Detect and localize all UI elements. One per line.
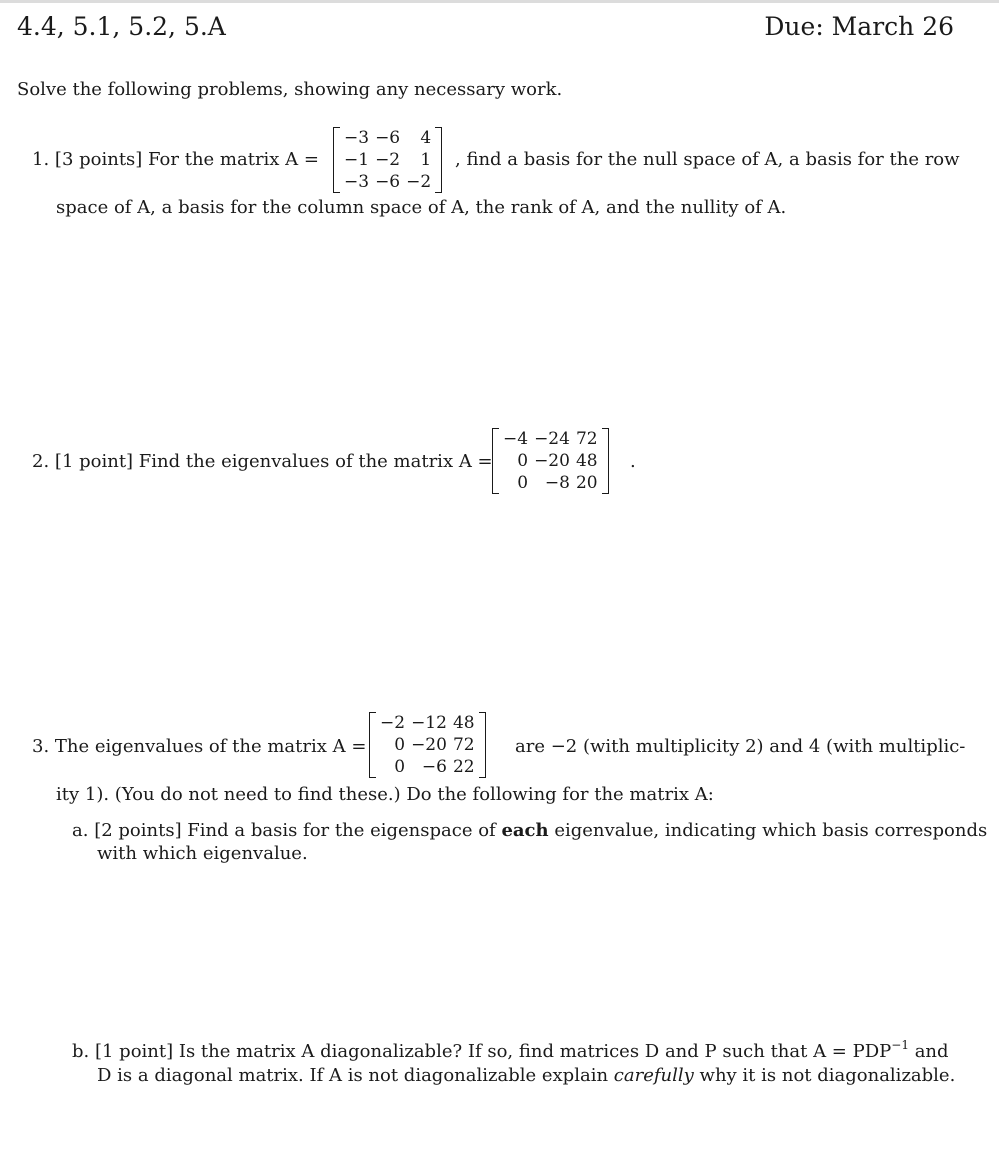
part-b-line-2 [97, 1065, 955, 1086]
problem-3-header [32, 736, 366, 757]
problem-2-suffix: . [630, 451, 636, 472]
matrix-cell: −20 [534, 451, 570, 471]
matrix-cell: −12 [411, 713, 447, 733]
part-b-superscript: −1 [891, 1038, 909, 1052]
section-list: 4.4, 5.1, 5.2, 5.A [17, 12, 226, 41]
matrix-cell: 20 [575, 473, 598, 493]
part-b-text-before: [1 point] Is the matrix A diagonalizable? If so, find matrices D and P such that A = PDP [94, 1041, 892, 1062]
matrix-cell: −2 [406, 172, 432, 192]
matrix-cell: 72 [452, 735, 475, 755]
matrix-problem-3 [369, 712, 486, 778]
part-b-line-1 [72, 1038, 949, 1062]
part-b-text-after: and [914, 1041, 949, 1062]
matrix-cell: −6 [375, 128, 401, 148]
matrix-cell: 0 [517, 473, 529, 493]
problem-number: 2. [32, 451, 50, 472]
part-a-text-before: [2 points] Find a basis for the eigenspace of [94, 820, 496, 841]
part-a-label: a. [72, 820, 89, 841]
problem-1-suffix: , find a basis for the null space of A, a basis for the row [455, 149, 960, 170]
matrix-cell: −2 [380, 713, 406, 733]
matrix-cell: −8 [544, 473, 570, 493]
matrix-cell: 4 [420, 128, 432, 148]
part-a-text-after: eigenvalue, indicating which basis corresponds [554, 820, 988, 841]
part-b-line-2-after: why it is not diagonalizable. [699, 1065, 956, 1086]
part-a-line-1 [72, 820, 987, 841]
matrix-cell: −3 [344, 128, 370, 148]
matrix-cell: 1 [420, 150, 432, 170]
matrix-cell: 48 [575, 451, 598, 471]
matrix-cell: 0 [394, 735, 406, 755]
matrix-cell: −6 [421, 757, 447, 777]
matrix-cell: −4 [503, 429, 529, 449]
matrix-cell: −2 [375, 150, 401, 170]
due-date: Due: March 26 [764, 12, 954, 41]
part-a-bold: each [501, 820, 549, 841]
instructions: Solve the following problems, showing any necessary work. [17, 79, 563, 100]
matrix-problem-2 [492, 428, 609, 494]
matrix-cell: 48 [452, 713, 475, 733]
matrix-cell: 0 [517, 451, 529, 471]
matrix-cell: −1 [344, 150, 370, 170]
matrix-cell: 0 [394, 757, 406, 777]
matrix-problem-1 [333, 127, 442, 193]
problem-1-header [32, 149, 319, 170]
problem-1-line-2: space of A, a basis for the column space of A, the rank of A, and the nullity of A. [56, 197, 787, 218]
part-a-line-2: with which eigenvalue. [97, 843, 308, 864]
part-b-line-2-before: D is a diagonal matrix. If A is not diagonalizable explain [97, 1065, 609, 1086]
matrix-cell: 22 [452, 757, 475, 777]
matrix-cell: 72 [575, 429, 598, 449]
matrix-cell: −3 [344, 172, 370, 192]
problem-number: 3. [32, 736, 50, 757]
problem-3-line-2: ity 1). (You do not need to find these.) Do the following for the matrix A: [56, 784, 714, 805]
matrix-cell: −6 [375, 172, 401, 192]
problem-3-suffix: are −2 (with multiplicity 2) and 4 (with multiplic- [515, 736, 966, 757]
part-b-label: b. [72, 1041, 90, 1062]
matrix-cell: −20 [411, 735, 447, 755]
top-border [0, 0, 999, 3]
problem-2-prefix: [1 point] Find the eigenvalues of the matrix A = [54, 451, 493, 472]
problem-number: 1. [32, 149, 50, 170]
part-b-italic: carefully [613, 1065, 694, 1086]
problem-1-prefix: [3 points] For the matrix A = [54, 149, 319, 170]
matrix-cell: −24 [534, 429, 570, 449]
problem-2-header [32, 451, 493, 472]
problem-3-prefix: The eigenvalues of the matrix A = [54, 736, 367, 757]
